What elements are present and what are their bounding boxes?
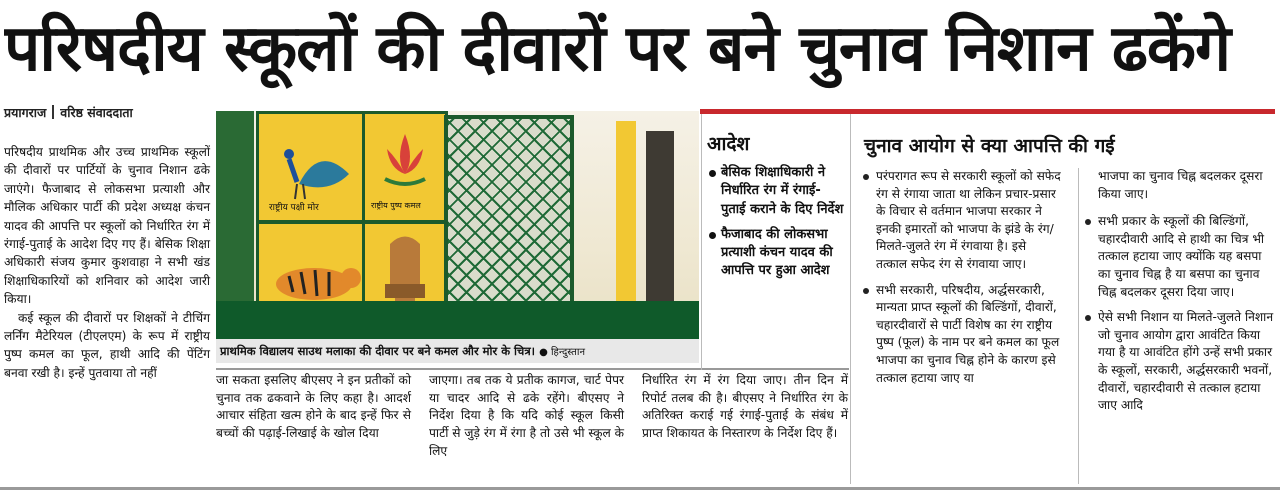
- objection-item: परंपरागत रूप से सरकारी स्कूलों को सफेद रंग से रंगाया जाता था लेकिन प्रचार-प्रसार के विचार से वर्तमान भाजपा सरकार ने इनकी इमारतों को भाजपा के झंडे के रंग/मिलते-जुलते रंग में रंगवाया है। इसे तत्काल सफेद रंग से रंगवाया जाए।: [876, 168, 1061, 274]
- lead-column: [4, 143, 210, 382]
- objection-column-1: [858, 168, 1061, 395]
- photo-caption: [216, 339, 699, 363]
- adesh-item: बेसिक शिक्षाधिकारी ने निर्धारित रंग में रंगाई-पुताई कराने के दिए निर्देश: [721, 164, 845, 219]
- objection-item: सभी प्रकार के स्कूलों की बिल्डिंगों, चहारदीवारी आदि से हाथी का चित्र भी तत्काल हटाया जाए क्योंकि यह बसपा का चुनाव चिह्न है या बसपा का चुनाव चिह्न बदलकर दूसरा दिया जाए।: [1098, 213, 1276, 301]
- column-divider: [701, 114, 702, 370]
- photo-credit: ● हिन्दुस्तान: [539, 347, 585, 358]
- column-divider: [1078, 168, 1079, 484]
- column-divider: [850, 114, 851, 484]
- accent-rule: [700, 109, 1275, 114]
- byline: [4, 104, 133, 126]
- news-photo: [216, 111, 699, 339]
- section-divider: [216, 368, 849, 370]
- adesh-box: [703, 130, 845, 288]
- lotus-label: राष्ट्रीय पुष्प कमल: [371, 201, 421, 210]
- objection-title: चुनाव आयोग से क्या आपत्ति की गई: [864, 135, 1115, 157]
- bottom-rule: [0, 487, 1280, 490]
- objection-column-2: [1080, 168, 1276, 423]
- photo-floor: [216, 301, 699, 339]
- byline-place: प्रयागराज: [4, 105, 47, 120]
- adesh-title: आदेश: [707, 133, 750, 155]
- peacock-panel: [256, 111, 370, 223]
- objection-box: [858, 132, 1278, 413]
- lead-paragraph-1: परिषदीय प्राथमिक और उच्च प्राथमिक स्कूलों की दीवारों पर पार्टियों के चुनाव निशान ढके जाएंगे। फैजाबाद से लोकसभा प्रत्याशी और मौलिक अधिकार पार्टी की प्रदेश अध्यक्ष कंचन यादव की आपत्ति पर स्कूलों को निर्धारित रंग में रंगाई-पुताई के आदेश दिए गए हैं। बेसिक शिक्षा अधिकारी संजय कुमार कुशवाहा ने सभी खंड शिक्षाधिकारियों को शनिवार को आदेश जारी किया।: [4, 145, 210, 307]
- photo-pillar: [616, 121, 636, 311]
- objection-item: ऐसे सभी निशान या मिलते-जुलते निशान जो चुनाव आयोग द्वारा आवंटित किया गया है या आवंटित होंगे उन्हें सभी प्रकार के स्कूलों, सरकारी, अर्द्धसरकारी भवनों, दीवारों, चहारदीवारी से तत्काल हटाया जाए आदि: [1098, 309, 1276, 415]
- body-column-2: जाएगा। तब तक ये प्रतीक कागज, चार्ट पेपर या चादर आदि से ढके रहेंगे। बीएसए ने निर्देश दिया है कि यदि कोई स्कूल किसी पार्टी से जुड़े रंग में रंगा है तो उसे भी स्कूल के लिए: [429, 373, 624, 458]
- caption-text: प्राथमिक विद्यालय साउथ मलाका की दीवार पर बने कमल और मोर के चित्र।: [220, 344, 536, 358]
- headline: परिषदीय स्कूलों की दीवारों पर बने चुनाव निशान ढकेंगे: [4, 12, 1231, 86]
- photo-door: [646, 131, 674, 309]
- byline-separator: [52, 105, 54, 119]
- lead-paragraph-2: कई स्कूल की दीवारों पर शिक्षकों ने टीचिंग लर्निंग मैटेरियल (टीएलएम) के रूप में राष्ट्रीय पुष्प कमल का फूल, हाथी आदि की पेंटिंग बनवा रखी है। इन्हें पुतवाया तो नहीं: [4, 310, 210, 380]
- lotus-panel: [362, 111, 448, 223]
- body-column-1: जा सकता इसलिए बीएसए ने इन प्रतीकों को चुनाव तक ढकवाने के लिए कहा है। आदर्श आचार संहिता खत्म होने के बाद इन्हें फिर से बच्चों की पढ़ाई-लिखाई के खोल दिया: [216, 373, 411, 441]
- adesh-list: [703, 164, 845, 281]
- objection-continuation: भाजपा का चुनाव चिह्न बदलकर दूसरा किया जाए।: [1098, 169, 1263, 201]
- adesh-item: फैजाबाद की लोकसभा प्रत्याशी कंचन यादव की आपत्ति पर हुआ आदेश: [721, 226, 845, 281]
- byline-reporter: वरिष्ठ संवाददाता: [60, 105, 133, 120]
- body-column-3: निर्धारित रंग में रंग दिया जाए। तीन दिन में रिपोर्ट तलब की है। बीएसए ने निर्धारित रंग के अतिरिक्त कराई गई रंगाई-पुताई के संबंध में प्राप्त शिकायत के निस्तारण के निर्देश दिए हैं।: [642, 373, 848, 441]
- peacock-label: राष्ट्रीय पक्षी मोर: [269, 203, 319, 213]
- objection-item: सभी सरकारी, परिषदीय, अर्द्धसरकारी, मान्यता प्राप्त स्कूलों की बिल्डिंगों, दीवारों, चहारदीवारों से पार्टी विशेष का रंग राष्ट्रीय पुष्प (फूल) के नाम पर बने कमल का फूल भाजपा का चुनाव चिह्न होने के कारण इसे तत्काल हटाया जाए या: [876, 282, 1061, 388]
